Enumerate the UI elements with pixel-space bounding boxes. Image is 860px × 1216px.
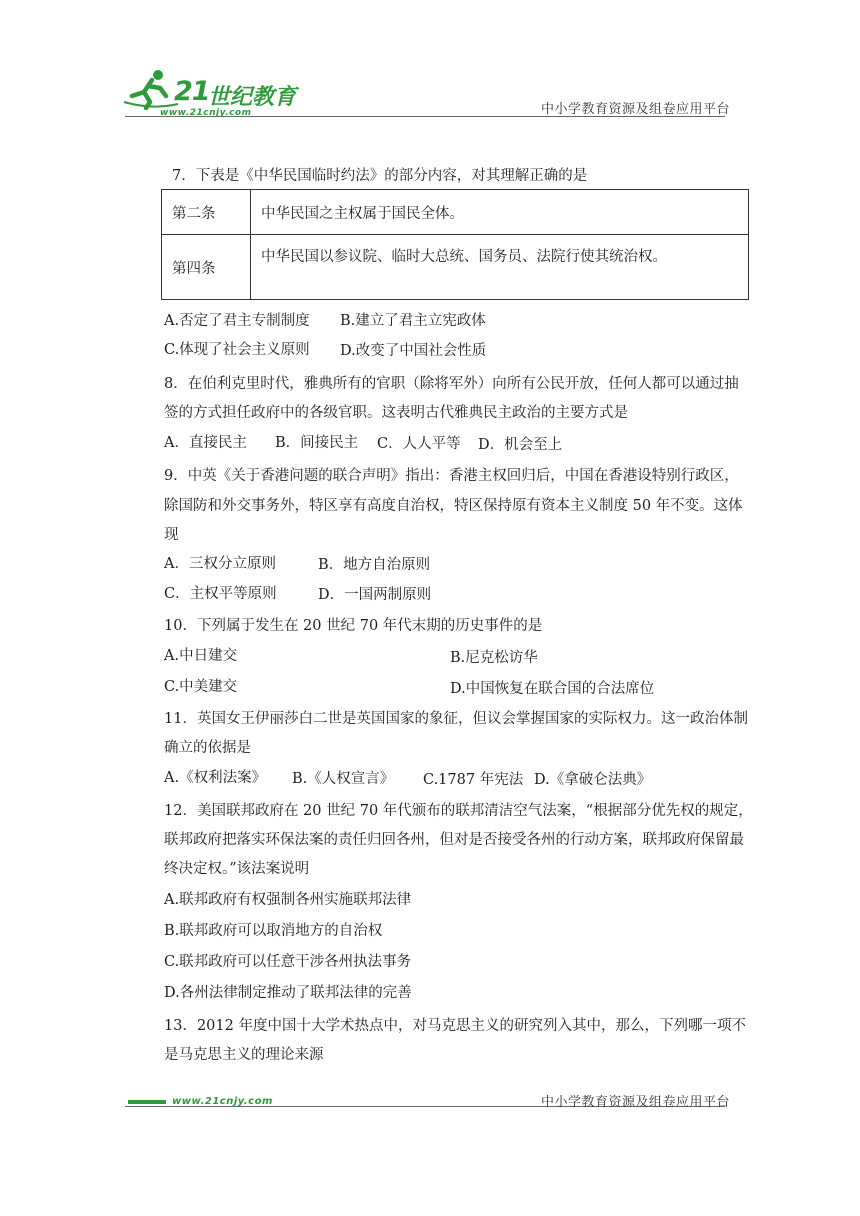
option-d: D.各州法律制定推动了联邦法律的完善	[164, 985, 412, 1001]
option-d: D.《拿破仑法典》	[534, 772, 652, 788]
option-b: B.《人权宣言》	[292, 771, 395, 787]
question-10-line: 10．下列属于发生在 20 世纪 70 年代末期的历史事件的是	[164, 618, 543, 634]
option-b: B.联邦政府可以取消地方的自治权	[164, 923, 383, 939]
question-7-stem: 7．下表是《中华民国临时约法》的部分内容，对其理解正确的是	[172, 168, 588, 184]
option-a: A.《权利法案》	[164, 770, 267, 786]
option-b: B．地方自治原则	[318, 557, 431, 573]
law-table	[161, 189, 749, 300]
footer-green-bar	[128, 1100, 166, 1104]
question-9-line: 9．中英《关于香港问题的联合声明》指出：香港主权回归后，中国在香港设特别行政区，	[164, 468, 739, 484]
option-d: D．机会至上	[478, 437, 563, 453]
table-cell-article: 第二条	[162, 190, 251, 235]
question-12-line: 12．美国联邦政府在 20 世纪 70 年代颁布的联邦清洁空气法案，“根据部分优先权的规定，	[164, 803, 753, 819]
footer-platform: 中小学教育资源及组卷应用平台	[541, 1095, 731, 1110]
option-b: B.尼克松访华	[450, 650, 538, 666]
option-a: A.否定了君主专制制度	[164, 313, 310, 329]
table-cell-content: 中华民国以参议院、临时大总统、国务员、法院行使其统治权。	[251, 235, 749, 300]
option-c: C.1787 年宪法	[423, 772, 524, 788]
option-c: C．人人平等	[377, 436, 461, 452]
table-row	[162, 235, 749, 300]
option-c: C．主权平等原则	[164, 586, 277, 602]
logo-number: 21	[174, 76, 210, 107]
option-a: A．三权分立原则	[164, 556, 276, 572]
table-row	[162, 190, 749, 235]
option-c: C.体现了社会主义原则	[164, 342, 310, 358]
question-12-line: 联邦政府把落实环保法案的责任归回各州，但对是否接受各州的行动方案，联邦政府保留最	[164, 832, 744, 848]
question-8-line: 8．在伯利克里时代，雅典所有的官职（除将军外）向所有公民开放，任何人都可以通过抽	[164, 376, 739, 392]
option-a: A.联邦政府有权强制各州实施联邦法律	[164, 892, 412, 908]
question-13-line: 是马克思主义的理论来源	[164, 1047, 324, 1063]
footer-logo-url: www.21cnjy.com	[172, 1096, 273, 1107]
question-9-line: 除国防和外交事务外，特区享有高度自治权，特区保持原有资本主义制度 50 年不变。这体	[164, 498, 743, 514]
logo-text: 世纪教育	[208, 85, 297, 110]
header-divider	[125, 116, 725, 117]
option-c: C.联邦政府可以任意干涉各州执法事务	[164, 954, 412, 970]
question-8-line: 签的方式担任政府中的各级官职。这表明古代雅典民主政治的主要方式是	[164, 405, 628, 421]
question-11-line: 确立的依据是	[164, 740, 251, 756]
question-9-line: 现	[164, 527, 179, 543]
question-13-line: 13．2012 年度中国十大学术热点中，对马克思主义的研究列入其中，那么，下列哪一项不	[164, 1018, 746, 1034]
option-b: B.建立了君主立宪政体	[340, 313, 486, 329]
option-b: B．间接民主	[275, 435, 359, 451]
option-a: A．直接民主	[164, 435, 247, 451]
platform-title: 中小学教育资源及组卷应用平台	[541, 102, 731, 117]
option-d: D.改变了中国社会性质	[340, 343, 487, 359]
runner-logo-icon	[122, 66, 180, 110]
option-d: D.中国恢复在联合国的合法席位	[450, 681, 655, 697]
question-12-line: 终决定权。”该法案说明	[164, 861, 310, 877]
logo-url: www.21cnjy.com	[160, 108, 252, 118]
table-cell-content: 中华民国之主权属于国民全体。	[251, 190, 749, 235]
option-a: A.中日建交	[164, 648, 238, 664]
table-cell-article: 第四条	[162, 235, 251, 300]
question-11-line: 11．英国女王伊丽莎白二世是英国国家的象征，但议会掌握国家的实际权力。这一政治体制	[164, 711, 748, 727]
option-d: D．一国两制原则	[318, 587, 432, 603]
option-c: C.中美建交	[164, 679, 238, 695]
